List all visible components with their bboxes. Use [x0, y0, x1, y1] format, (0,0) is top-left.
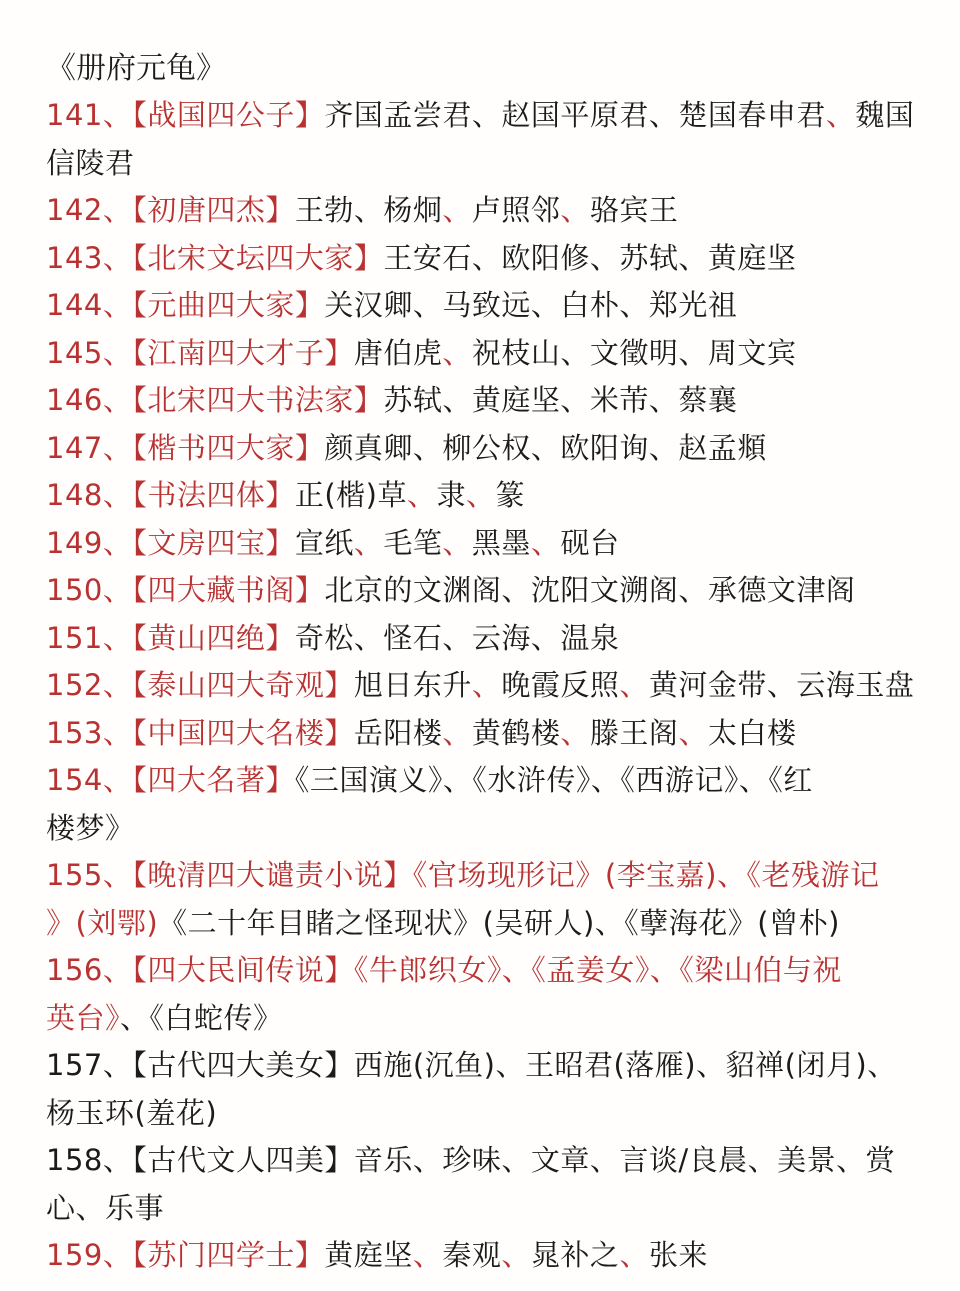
text-line	[46, 520, 916, 568]
text-line	[46, 852, 916, 900]
document-title: 《册府元龟》	[46, 51, 226, 86]
highlight-text: 152、【泰山四大奇观】	[46, 668, 354, 702]
body-text: 《三国演义》、《水浒传》、《西游记》、《红	[294, 763, 813, 797]
body-text: 黄鹤楼	[471, 715, 561, 750]
text-line	[46, 1042, 916, 1090]
highlight-text: 151、【黄山四绝】	[46, 620, 295, 655]
highlight-text: 、	[560, 715, 590, 750]
text-line	[46, 900, 916, 948]
body-text: 北京的文渊阁、沈阳文溯阁、承德文津阁	[324, 573, 856, 607]
highlight-text: 》(刘鄂)	[46, 905, 159, 940]
body-text: 奇松、怪石、云海、温泉	[294, 620, 620, 655]
text-line	[46, 1090, 916, 1138]
text-line	[46, 567, 916, 615]
highlight-text: 144、【元曲四大家】	[46, 288, 325, 322]
text-line	[46, 805, 916, 853]
body-text: 砚台	[560, 525, 620, 560]
body-text: 宣纸	[294, 525, 354, 560]
highlight-text: 、	[442, 715, 472, 750]
body-text: 魏国	[855, 98, 915, 132]
body-text: 秦观	[442, 1238, 502, 1272]
highlight-text: 149、【文房四宝】	[46, 525, 295, 560]
body-text: 157、【古代四大美女】西施(沉鱼)、王昭君(落雁)、貂禅(闭月)、	[46, 1048, 897, 1082]
body-text: 隶	[436, 478, 467, 512]
highlight-text: 、	[466, 478, 496, 512]
highlight-text: 、	[619, 668, 649, 702]
text-line	[46, 235, 916, 283]
body-text: 滕王阁	[589, 715, 679, 750]
highlight-text: 154、【四大名著】	[46, 763, 295, 797]
highlight-text: 、	[353, 525, 384, 560]
body-text: 黑墨	[471, 525, 531, 560]
body-text: 唐伯虎	[353, 335, 443, 370]
body-text: 王勃、杨炯	[294, 193, 443, 227]
text-line	[46, 947, 916, 995]
highlight-text: 、	[560, 193, 590, 227]
highlight-text: 146、【北宋四大书法家】	[46, 383, 384, 417]
text-line	[46, 662, 916, 710]
body-text: 关汉卿、马致远、白朴、郑光祖	[324, 288, 738, 322]
highlight-text: 、	[442, 193, 472, 227]
highlight-text: 、	[530, 525, 561, 560]
body-text: 骆宾王	[589, 193, 679, 227]
body-text: 岳阳楼	[353, 715, 443, 750]
body-text: 毛笔	[383, 525, 443, 560]
highlight-text: 、	[412, 1238, 443, 1272]
highlight-text: 155、【晚清四大谴责小说】《官场现形记》(李宝嘉)、《老残游记	[46, 858, 880, 892]
highlight-text: 、	[619, 1238, 649, 1272]
body-text: 旭日东升	[353, 668, 472, 702]
body-text: 晁补之	[530, 1238, 620, 1272]
highlight-text: 153、【中国四大名楼】	[46, 715, 354, 750]
body-text: 楼梦》	[46, 810, 135, 845]
highlight-text: 、	[442, 525, 472, 560]
text-line	[46, 1232, 916, 1280]
highlight-text: 、	[678, 715, 708, 750]
text-line	[46, 472, 916, 520]
text-lines	[46, 92, 916, 1280]
highlight-text: 159、【苏门四学士】	[46, 1238, 325, 1272]
text-line	[46, 377, 916, 425]
body-text: 祝枝山、文徵明、周文宾	[471, 335, 797, 370]
text-line	[46, 995, 916, 1043]
text-line	[46, 282, 916, 330]
body-text: 卢照邻	[471, 193, 561, 227]
highlight-text: 、	[442, 335, 472, 370]
text-line	[46, 425, 916, 473]
body-text: 颜真卿、柳公权、欧阳询、赵孟頫	[324, 430, 767, 465]
text-line	[46, 140, 916, 188]
highlight-text: 145、【江南四大才子】	[46, 335, 354, 370]
body-text: 苏轼、黄庭坚、米芾、蔡襄	[383, 383, 738, 417]
text-line	[46, 615, 916, 663]
highlight-text: 、	[501, 1238, 531, 1272]
text-line	[46, 1137, 916, 1185]
text-line	[46, 187, 916, 235]
body-text: 张来	[648, 1238, 708, 1272]
body-text: 篆	[495, 478, 526, 512]
text-line	[46, 710, 916, 758]
highlight-text: 147、【楷书四大家】	[46, 430, 325, 465]
highlight-text: 142、【初唐四杰】	[46, 193, 295, 227]
body-text: 晚霞反照	[501, 668, 620, 702]
body-text: 杨玉环(羞花)	[46, 1095, 218, 1130]
body-text: 信陵君	[46, 145, 135, 180]
body-text: 齐国孟尝君、赵国平原君、楚国春申君	[324, 98, 826, 132]
text-line	[46, 92, 916, 140]
body-text: 正(楷)草	[294, 478, 407, 512]
highlight-text: 、	[471, 668, 502, 702]
body-text: 王安石、欧阳修、苏轼、黄庭坚	[383, 240, 797, 275]
text-line	[46, 757, 916, 805]
highlight-text: 、	[407, 478, 437, 512]
body-text: 、《白蛇传》	[120, 1000, 283, 1035]
highlight-text: 、	[825, 98, 856, 132]
highlight-text: 148、【书法四体】	[46, 478, 295, 512]
body-text: 《二十年目睹之怪现状》(吴研人)、《孽海花》(曾朴)	[158, 905, 840, 940]
highlight-text: 141、【战国四公子】	[46, 98, 325, 132]
body-text: 心、乐事	[46, 1190, 165, 1225]
body-text: 黄庭坚	[324, 1238, 413, 1272]
highlight-text: 143、【北宋文坛四大家】	[46, 240, 384, 275]
body-text: 158、【古代文人四美】音乐、珍味、文章、言谈/良晨、美景、赏	[46, 1143, 896, 1177]
body-text: 黄河金带、云海玉盘	[648, 668, 915, 702]
body-text: 太白楼	[707, 715, 797, 750]
highlight-text: 156、【四大民间传说】《牛郎织女》、《孟姜女》、《梁山伯与祝	[46, 953, 842, 987]
highlight-text: 英台》	[46, 1000, 121, 1035]
text-line	[46, 330, 916, 378]
highlight-text: 150、【四大藏书阁】	[46, 573, 325, 607]
text-line	[46, 1185, 916, 1233]
